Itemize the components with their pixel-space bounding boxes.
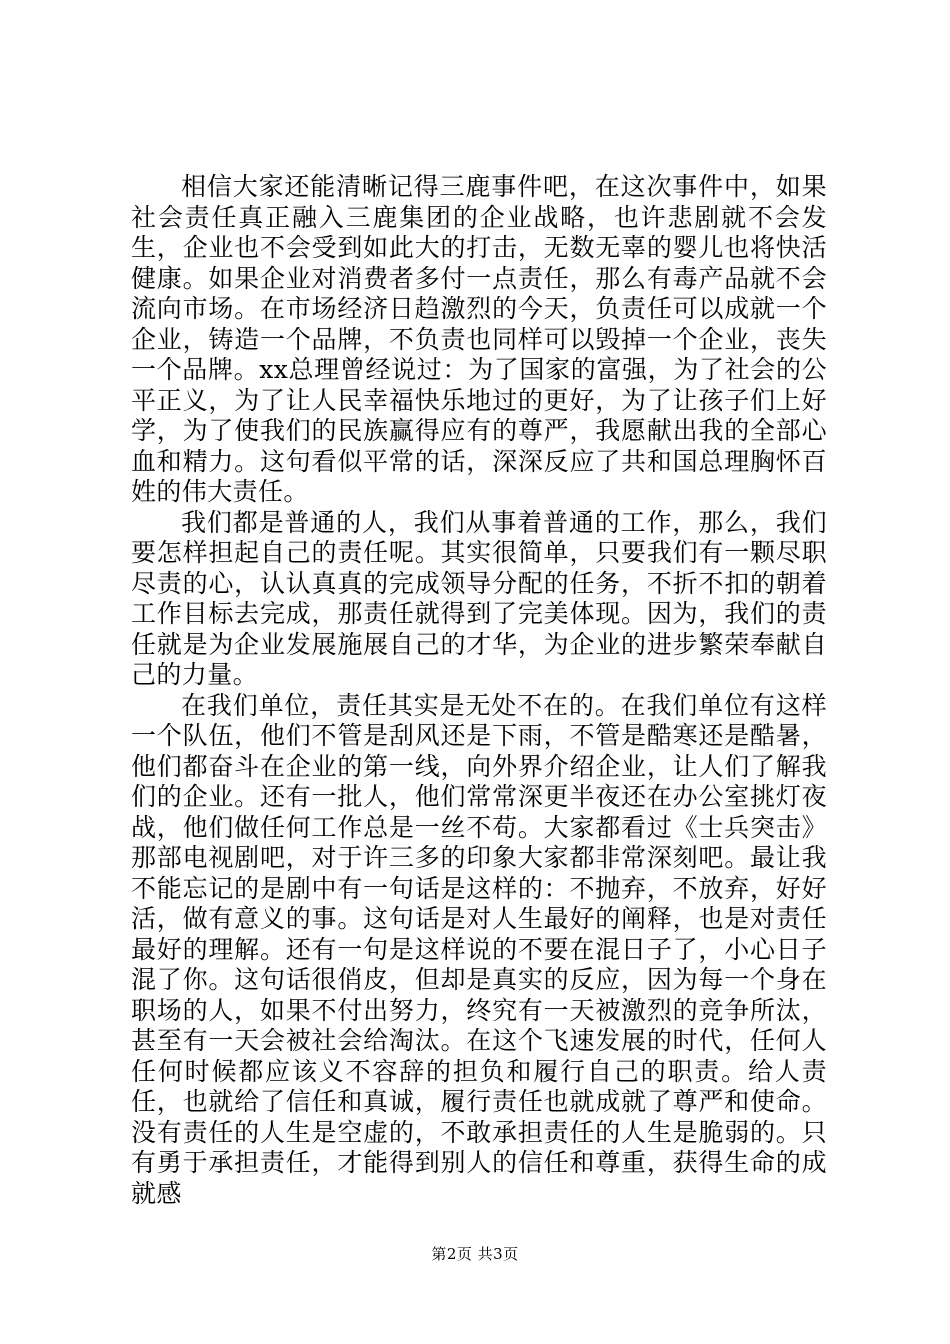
document-body — [131, 172, 827, 1209]
page-number-footer: 第2页 共3页 — [431, 1245, 519, 1263]
paragraph-3: 在我们单位，责任其实是无处不在的。在我们单位有这样一个队伍，他们不管是刮风还是下雨，不管是酷寒还是酷暑，他们都奋斗在企业的第一线，向外界介绍企业，让人们了解我们的企业。还有一批人，他们常常深更半夜还在办公室挑灯夜战，他们做任何工作总是一丝不苟。大家都看过《士兵突击》那部电视剧吧，对于许三多的印象大家都非常深刻吧。最让我不能忘记的是剧中有一句话是这样的：不抛弃，不放弃，好好活，做有意义的事。这句话是对人生最好的阐释，也是对责任最好的理解。还有一句是这样说的不要在混日子了，小心日子混了你。这句话很俏皮，但却是真实的反应，因为每一个身在职场的人，如果不付出努力，终究有一天被激烈的竞争所汰，甚至有一天会被社会给淘汰。在这个飞速发展的时代，任何人任何时候都应该义不容辞的担负和履行自己的职责。给人责任，也就给了信任和真诚，履行责任也就成就了尊严和使命。没有责任的人生是空虚的，不敢承担责任的人生是脆弱的。只有勇于承担责任，才能得到别人的信任和尊重，获得生命的成就感 — [131, 690, 827, 1208]
paragraph-1: 相信大家还能清晰记得三鹿事件吧，在这次事件中，如果社会责任真正融入三鹿集团的企业战略，也许悲剧就不会发生，企业也不会受到如此大的打击，无数无辜的婴儿也将快活健康。如果企业对消费者多付一点责任，那么有毒产品就不会流向市场。在市场经济日趋激烈的今天，负责任可以成就一个企业，铸造一个品牌，不负责也同样可以毁掉一个企业，丧失一个品牌。xx总理曾经说过：为了国家的富强，为了社会的公平正义，为了让人民幸福快乐地过的更好，为了让孩子们上好学，为了使我们的民族赢得应有的尊严，我愿献出我的全部心血和精力。这句看似平常的话，深深反应了共和国总理胸怀百姓的伟大责任。 — [131, 172, 827, 506]
paragraph-2: 我们都是普通的人，我们从事着普通的工作，那么，我们要怎样担起自己的责任呢。其实很简单，只要我们有一颗尽职尽责的心，认认真真的完成领导分配的任务，不折不扣的朝着工作目标去完成，那责任就得到了完美体现。因为，我们的责任就是为企业发展施展自己的才华，为企业的进步繁荣奉献自己的力量。 — [131, 507, 827, 689]
